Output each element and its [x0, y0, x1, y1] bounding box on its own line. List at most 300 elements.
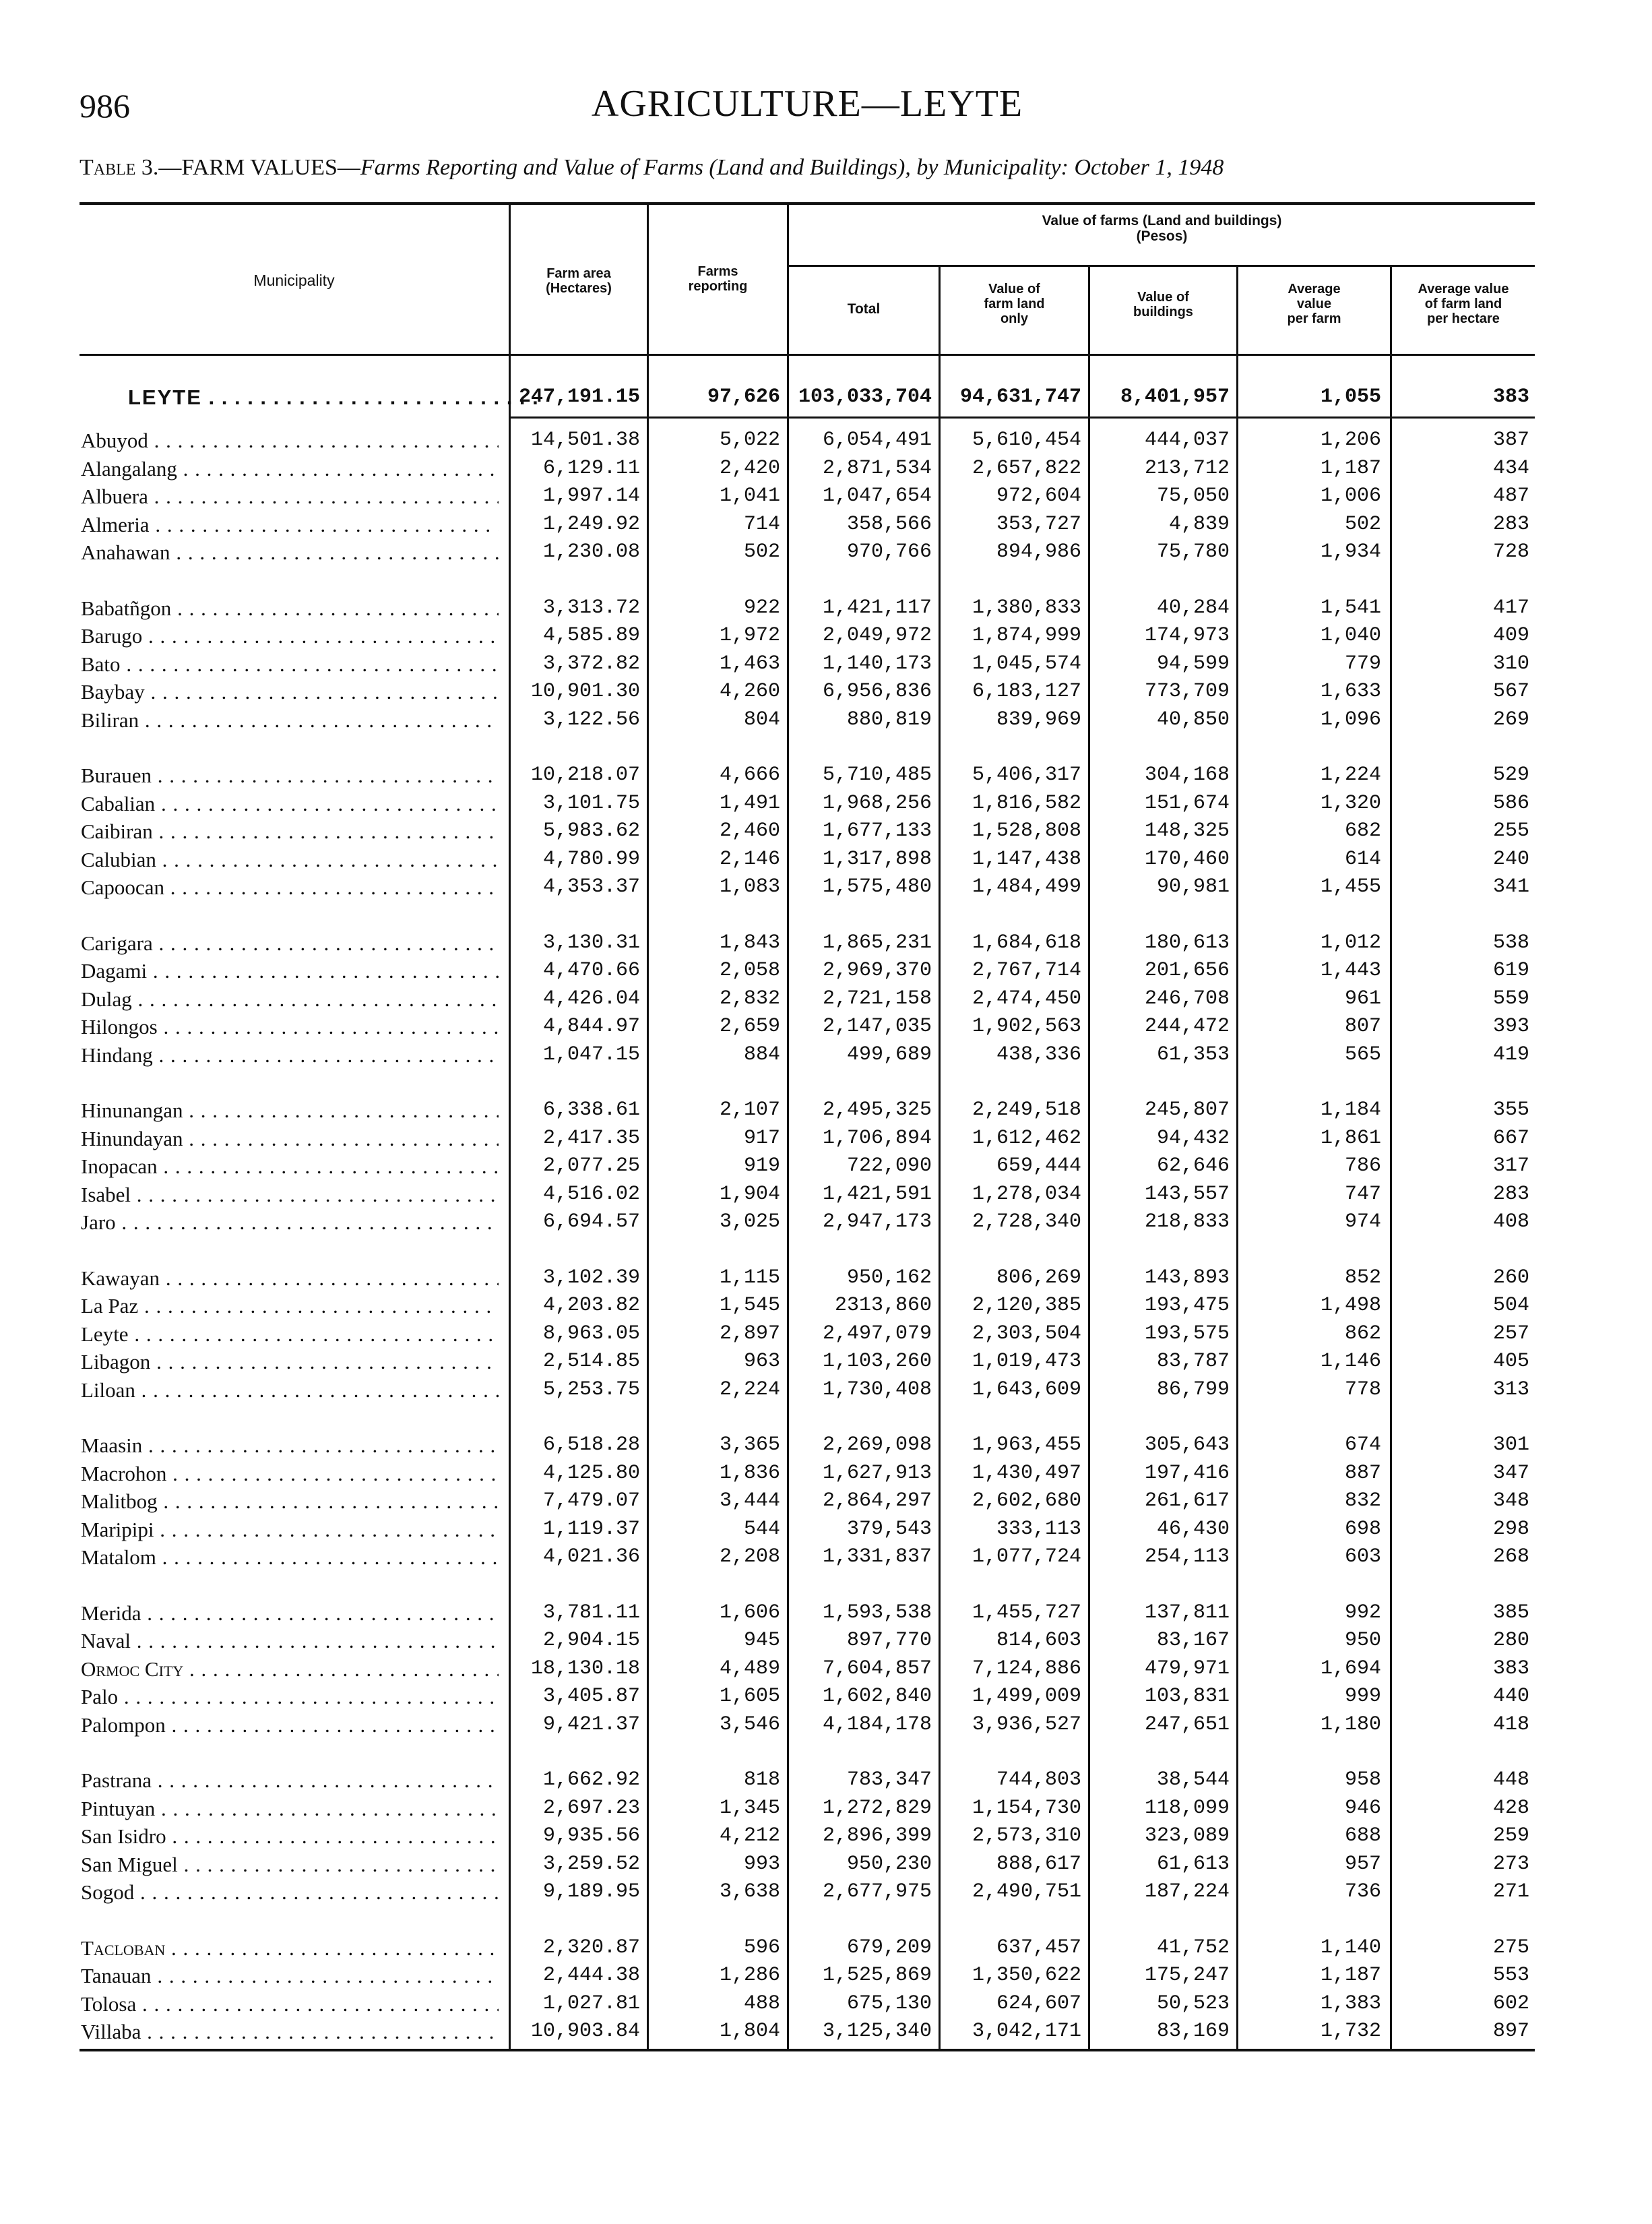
cell-avg-ha: 586 — [1492, 792, 1529, 815]
cell-land: 2,657,822 — [972, 457, 1081, 480]
cell-area: 3,102.39 — [542, 1266, 640, 1289]
municipality-name: Ormoc City . . . — [81, 1657, 499, 1681]
cell-buildings: 83,167 — [1156, 1629, 1230, 1652]
cell-buildings: 773,709 — [1144, 680, 1230, 703]
cell-land: 1,154,730 — [972, 1797, 1081, 1820]
cell-buildings: 193,575 — [1144, 1322, 1230, 1345]
cell-land: 1,816,582 — [972, 792, 1081, 815]
cell-land: 1,430,497 — [972, 1462, 1081, 1485]
cell-area: 1,119.37 — [542, 1518, 640, 1541]
cell-avg-farm: 747 — [1344, 1183, 1381, 1206]
cell-avg-ha: 301 — [1492, 1433, 1529, 1456]
cell-area: 2,904.15 — [542, 1629, 640, 1652]
table-row — [0, 1099, 1652, 1125]
table-top-rule — [80, 202, 1535, 205]
cell-total: 4,184,178 — [822, 1713, 932, 1736]
table-row — [0, 624, 1652, 651]
cell-avg-ha: 487 — [1492, 485, 1529, 507]
cell-area: 6,694.57 — [542, 1210, 640, 1233]
cell-avg-farm: 887 — [1344, 1462, 1381, 1485]
municipality-name: Biliran . . . — [81, 708, 499, 733]
cell-farms: 1,972 — [719, 624, 780, 647]
cell-land: 2,767,714 — [972, 959, 1081, 982]
cell-area: 4,585.89 — [542, 624, 640, 647]
cell-avg-farm: 779 — [1344, 652, 1381, 675]
cell-avg-farm: 786 — [1344, 1154, 1381, 1177]
municipality-name: Liloan . . . — [81, 1378, 499, 1402]
municipality-name: Tacloban . . . — [81, 1936, 499, 1960]
cell-total: 1,140,173 — [822, 652, 932, 675]
cell-farms: 1,345 — [719, 1797, 780, 1820]
cell-buildings: 94,599 — [1156, 652, 1230, 675]
cell-buildings: 75,050 — [1156, 485, 1230, 507]
table-row — [0, 1713, 1652, 1740]
cell-avg-farm: 736 — [1344, 1880, 1381, 1903]
table-row — [0, 764, 1652, 791]
cell-land: 2,249,518 — [972, 1099, 1081, 1121]
cell-total: 2,497,079 — [822, 1322, 932, 1345]
cell-total: 783,347 — [846, 1768, 932, 1791]
cell-buildings: 197,416 — [1144, 1462, 1230, 1485]
cell-total: 379,543 — [846, 1518, 932, 1541]
cell-buildings: 40,850 — [1156, 708, 1230, 731]
cell-avg-ha: 418 — [1492, 1713, 1529, 1736]
total-row — [0, 385, 1652, 412]
cell-land: 2,573,310 — [972, 1824, 1081, 1847]
cell-buildings: 479,971 — [1144, 1657, 1230, 1680]
cell-avg-ha: 387 — [1492, 429, 1529, 452]
cell-avg-ha: 408 — [1492, 1210, 1529, 1233]
table-row — [0, 708, 1652, 735]
cell-avg-ha: 271 — [1492, 1880, 1529, 1903]
cell-land: 1,612,462 — [972, 1127, 1081, 1150]
cell-land: 6,183,127 — [972, 680, 1081, 703]
cell-buildings: 75,780 — [1156, 540, 1230, 563]
cell-farms: 804 — [743, 708, 780, 731]
cell-land: 1,147,438 — [972, 848, 1081, 871]
cell-land: 1,019,473 — [972, 1350, 1081, 1373]
cell-avg-ha: 268 — [1492, 1545, 1529, 1568]
cell-area: 10,901.30 — [530, 680, 640, 703]
table-row — [0, 792, 1652, 819]
cell-buildings: 187,224 — [1144, 1880, 1230, 1903]
cell-avg-farm: 1,934 — [1320, 540, 1381, 563]
cell-area: 6,518.28 — [542, 1433, 640, 1456]
cell-land: 94,631,747 — [959, 385, 1081, 408]
cell-total: 2,269,098 — [822, 1433, 932, 1456]
municipality-name: Baybay . . . — [81, 680, 499, 704]
municipality-name: Palo . . . — [81, 1685, 499, 1709]
cell-farms: 2,897 — [719, 1322, 780, 1345]
municipality-name: Maripipi . . . — [81, 1518, 499, 1542]
cell-avg-ha: 667 — [1492, 1127, 1529, 1150]
cell-farms: 1,115 — [719, 1266, 780, 1289]
cell-farms: 1,491 — [719, 792, 780, 815]
cell-area: 1,662.92 — [542, 1768, 640, 1791]
cell-total: 1,103,260 — [822, 1350, 932, 1373]
municipality-name: Kawayan . . . — [81, 1266, 499, 1291]
cell-total: 2,495,325 — [822, 1099, 932, 1121]
cell-land: 353,727 — [996, 513, 1081, 536]
cell-avg-farm: 1,140 — [1320, 1936, 1381, 1959]
municipality-name: La Paz . . . — [81, 1294, 499, 1318]
cell-avg-ha: 385 — [1492, 1601, 1529, 1624]
municipality-name: Barugo . . . — [81, 624, 499, 648]
municipality-name: Libagon . . . — [81, 1350, 499, 1374]
cell-total: 3,125,340 — [822, 2020, 932, 2043]
cell-area: 4,353.37 — [542, 875, 640, 898]
cell-buildings: 4,839 — [1168, 513, 1230, 536]
cell-buildings: 8,401,957 — [1120, 385, 1230, 408]
cell-avg-ha: 280 — [1492, 1629, 1529, 1652]
cell-avg-farm: 950 — [1344, 1629, 1381, 1652]
cell-avg-farm: 682 — [1344, 820, 1381, 842]
cell-avg-farm: 1,187 — [1320, 1964, 1381, 1987]
cell-area: 1,047.15 — [542, 1043, 640, 1066]
cell-total: 7,604,857 — [822, 1657, 932, 1680]
table-row — [0, 1350, 1652, 1377]
cell-avg-ha: 273 — [1492, 1853, 1529, 1876]
cell-buildings: 86,799 — [1156, 1378, 1230, 1401]
cell-farms: 3,546 — [719, 1713, 780, 1736]
table-row — [0, 1266, 1652, 1293]
cell-buildings: 148,325 — [1144, 820, 1230, 842]
cell-farms: 3,444 — [719, 1489, 780, 1512]
cell-avg-farm: 1,224 — [1320, 764, 1381, 786]
cell-avg-farm: 698 — [1344, 1518, 1381, 1541]
cell-avg-ha: 317 — [1492, 1154, 1529, 1177]
cell-land: 972,604 — [996, 485, 1081, 507]
cell-farms: 4,489 — [719, 1657, 780, 1680]
cell-buildings: 151,674 — [1144, 792, 1230, 815]
cell-farms: 2,420 — [719, 457, 780, 480]
table-row — [0, 1183, 1652, 1210]
header-avg-per-farm: Average value per farm — [1287, 282, 1341, 326]
cell-farms: 818 — [743, 1768, 780, 1791]
cell-avg-ha: 440 — [1492, 1685, 1529, 1708]
cell-land: 888,617 — [996, 1853, 1081, 1876]
cell-avg-farm: 1,732 — [1320, 2020, 1381, 2043]
cell-farms: 2,208 — [719, 1545, 780, 1568]
municipality-name: Caibiran . . . — [81, 820, 499, 844]
table-row — [0, 1797, 1652, 1824]
cell-land: 1,350,622 — [972, 1964, 1081, 1987]
cell-area: 9,189.95 — [542, 1880, 640, 1903]
cell-avg-ha: 269 — [1492, 708, 1529, 731]
table-row — [0, 1768, 1652, 1795]
cell-land: 744,803 — [996, 1768, 1081, 1791]
table-row — [0, 1880, 1652, 1907]
cell-farms: 97,626 — [707, 385, 780, 408]
cell-buildings: 62,646 — [1156, 1154, 1230, 1177]
table-row — [0, 1294, 1652, 1321]
cell-total: 2313,860 — [834, 1294, 932, 1317]
cell-farms: 1,804 — [719, 2020, 780, 2043]
table-row — [0, 1462, 1652, 1489]
cell-avg-farm: 1,383 — [1320, 1992, 1381, 2015]
cell-avg-farm: 614 — [1344, 848, 1381, 871]
header-bottom-rule — [80, 354, 1535, 356]
cell-farms: 884 — [743, 1043, 780, 1066]
cell-area: 2,417.35 — [542, 1127, 640, 1150]
table-row — [0, 652, 1652, 679]
cell-avg-farm: 1,861 — [1320, 1127, 1381, 1150]
cell-buildings: 180,613 — [1144, 931, 1230, 954]
cell-total: 499,689 — [846, 1043, 932, 1066]
cell-avg-ha: 240 — [1492, 848, 1529, 871]
table-row — [0, 680, 1652, 707]
cell-farms: 1,843 — [719, 931, 780, 954]
cell-avg-ha: 538 — [1492, 931, 1529, 954]
municipality-name: Tanauan . . . — [81, 1964, 499, 1988]
municipality-name: Jaro . . . — [81, 1210, 499, 1235]
cell-farms: 3,638 — [719, 1880, 780, 1903]
cell-avg-ha: 428 — [1492, 1797, 1529, 1820]
cell-avg-ha: 283 — [1492, 1183, 1529, 1206]
cell-avg-ha: 434 — [1492, 457, 1529, 480]
cell-area: 2,320.87 — [542, 1936, 640, 1959]
cell-area: 2,077.25 — [542, 1154, 640, 1177]
table-row — [0, 1853, 1652, 1880]
table-row — [0, 457, 1652, 484]
cell-buildings: 40,284 — [1156, 596, 1230, 619]
cell-buildings: 118,099 — [1144, 1797, 1230, 1820]
municipality-name: Carigara . . . — [81, 931, 499, 956]
cell-avg-farm: 1,187 — [1320, 457, 1381, 480]
table-row — [0, 959, 1652, 986]
municipality-name: Matalom . . . — [81, 1545, 499, 1570]
cell-area: 3,313.72 — [542, 596, 640, 619]
table-row — [0, 1629, 1652, 1656]
cell-land: 2,602,680 — [972, 1489, 1081, 1512]
municipality-name: Dagami . . . — [81, 959, 499, 983]
cell-avg-farm: 992 — [1344, 1601, 1381, 1624]
cell-total: 1,865,231 — [822, 931, 932, 954]
cell-avg-ha: 347 — [1492, 1462, 1529, 1485]
table-row — [0, 820, 1652, 846]
cell-avg-farm: 1,146 — [1320, 1350, 1381, 1373]
cell-buildings: 213,712 — [1144, 457, 1230, 480]
cell-buildings: 137,811 — [1144, 1601, 1230, 1624]
table-bottom-rule — [80, 2049, 1535, 2051]
table-row — [0, 1127, 1652, 1154]
table-row — [0, 596, 1652, 623]
cell-total: 1,677,133 — [822, 820, 932, 842]
cell-total: 880,819 — [846, 708, 932, 731]
cell-avg-farm: 862 — [1344, 1322, 1381, 1345]
header-avg-per-hectare: Average value of farm land per hectare — [1418, 282, 1509, 326]
municipality-name: Maasin . . . — [81, 1433, 499, 1458]
cell-total: 1,575,480 — [822, 875, 932, 898]
cell-buildings: 90,981 — [1156, 875, 1230, 898]
municipality-name: Albuera . . . — [81, 485, 499, 509]
cell-avg-farm: 565 — [1344, 1043, 1381, 1066]
cell-land: 1,380,833 — [972, 596, 1081, 619]
cell-avg-ha: 567 — [1492, 680, 1529, 703]
cell-total: 1,317,898 — [822, 848, 932, 871]
cell-land: 1,045,574 — [972, 652, 1081, 675]
cell-area: 2,697.23 — [542, 1797, 640, 1820]
municipality-name: Leyte . . . — [81, 1322, 499, 1347]
cell-area: 9,421.37 — [542, 1713, 640, 1736]
cell-total: 675,130 — [846, 1992, 932, 2015]
cell-area: 1,997.14 — [542, 485, 640, 507]
cell-farms: 2,659 — [719, 1015, 780, 1038]
cell-avg-ha: 448 — [1492, 1768, 1529, 1791]
cell-total: 5,710,485 — [822, 764, 932, 786]
cell-farms: 4,260 — [719, 680, 780, 703]
cell-total: 950,230 — [846, 1853, 932, 1876]
cell-land: 1,643,609 — [972, 1378, 1081, 1401]
cell-avg-ha: 602 — [1492, 1992, 1529, 2015]
cell-avg-farm: 1,694 — [1320, 1657, 1381, 1680]
cell-land: 3,936,527 — [972, 1713, 1081, 1736]
cell-buildings: 304,168 — [1144, 764, 1230, 786]
cell-avg-farm: 1,180 — [1320, 1713, 1381, 1736]
cell-land: 5,406,317 — [972, 764, 1081, 786]
cell-avg-ha: 897 — [1492, 2020, 1529, 2043]
table-row — [0, 1015, 1652, 1042]
cell-total: 1,627,913 — [822, 1462, 932, 1485]
cell-area: 3,405.87 — [542, 1685, 640, 1708]
cell-area: 9,935.56 — [542, 1824, 640, 1847]
header-farms-reporting: Farms reporting — [688, 264, 748, 294]
cell-land: 438,336 — [996, 1043, 1081, 1066]
municipality-name: Pintuyan . . . — [81, 1797, 499, 1821]
cell-buildings: 244,472 — [1144, 1015, 1230, 1038]
municipality-name: Pastrana . . . — [81, 1768, 499, 1793]
cell-farms: 2,460 — [719, 820, 780, 842]
cell-buildings: 246,708 — [1144, 987, 1230, 1010]
cell-farms: 1,545 — [719, 1294, 780, 1317]
cell-avg-farm: 1,633 — [1320, 680, 1381, 703]
cell-farms: 3,365 — [719, 1433, 780, 1456]
cell-area: 2,444.38 — [542, 1964, 640, 1987]
cell-avg-farm: 1,012 — [1320, 931, 1381, 954]
cell-total: 1,968,256 — [822, 792, 932, 815]
cell-total: 103,033,704 — [798, 385, 932, 408]
cell-buildings: 247,651 — [1144, 1713, 1230, 1736]
cell-avg-farm: 1,055 — [1320, 385, 1381, 408]
cell-avg-ha: 383 — [1492, 385, 1529, 408]
cell-land: 2,728,340 — [972, 1210, 1081, 1233]
header-farm-area: Farm area (Hectares) — [546, 266, 612, 296]
municipality-name: Palompon . . . — [81, 1713, 499, 1737]
header-municipality: Municipality — [253, 272, 335, 289]
cell-avg-farm: 999 — [1344, 1685, 1381, 1708]
cell-land: 1,874,999 — [972, 624, 1081, 647]
cell-farms: 1,463 — [719, 652, 780, 675]
table-caption-lead: Table 3.—FARM VALUES— — [80, 155, 360, 180]
cell-land: 1,499,009 — [972, 1685, 1081, 1708]
cell-farms: 2,832 — [719, 987, 780, 1010]
cell-total: 897,770 — [846, 1629, 932, 1652]
cell-area: 4,203.82 — [542, 1294, 640, 1317]
cell-farms: 4,212 — [719, 1824, 780, 1847]
cell-total: 1,525,869 — [822, 1964, 932, 1987]
cell-area: 2,514.85 — [542, 1350, 640, 1373]
cell-farms: 919 — [743, 1154, 780, 1177]
cell-buildings: 254,113 — [1144, 1545, 1230, 1568]
cell-total: 2,147,035 — [822, 1015, 932, 1038]
table-row — [0, 1685, 1652, 1712]
table-row — [0, 540, 1652, 567]
cell-total: 1,047,654 — [822, 485, 932, 507]
cell-buildings: 61,613 — [1156, 1853, 1230, 1876]
table-row — [0, 1545, 1652, 1572]
cell-total: 6,054,491 — [822, 429, 932, 452]
cell-buildings: 143,893 — [1144, 1266, 1230, 1289]
cell-area: 4,125.80 — [542, 1462, 640, 1485]
cell-land: 1,077,724 — [972, 1545, 1081, 1568]
table-row — [0, 1992, 1652, 2019]
cell-avg-ha: 529 — [1492, 764, 1529, 786]
cell-avg-ha: 383 — [1492, 1657, 1529, 1680]
cell-avg-ha: 619 — [1492, 959, 1529, 982]
municipality-name: Villaba . . . — [81, 2020, 499, 2044]
cell-total: 2,947,173 — [822, 1210, 932, 1233]
municipality-name: Babatñgon . . . — [81, 596, 499, 621]
cell-buildings: 323,089 — [1144, 1824, 1230, 1847]
cell-farms: 2,224 — [719, 1378, 780, 1401]
table-row — [0, 875, 1652, 902]
cell-farms: 945 — [743, 1629, 780, 1652]
cell-farms: 1,904 — [719, 1183, 780, 1206]
municipality-name: Naval . . . — [81, 1629, 499, 1653]
table-row — [0, 1154, 1652, 1181]
cell-avg-farm: 1,541 — [1320, 596, 1381, 619]
table-row — [0, 1657, 1652, 1684]
cell-avg-ha: 255 — [1492, 820, 1529, 842]
cell-avg-ha: 257 — [1492, 1322, 1529, 1345]
cell-land: 2,490,751 — [972, 1880, 1081, 1903]
cell-total: 1,593,538 — [822, 1601, 932, 1624]
municipality-name: Malitbog . . . — [81, 1489, 499, 1514]
table-row — [0, 2020, 1652, 2047]
municipality-name: Hinunangan . . . — [81, 1099, 499, 1123]
cell-farms: 1,083 — [719, 875, 780, 898]
cell-avg-ha: 405 — [1492, 1350, 1529, 1373]
cell-area: 3,781.11 — [542, 1601, 640, 1624]
cell-area: 4,426.04 — [542, 987, 640, 1010]
cell-total: 679,209 — [846, 1936, 932, 1959]
cell-total: 2,871,534 — [822, 457, 932, 480]
municipality-name: Capoocan . . . — [81, 875, 499, 900]
cell-land: 814,603 — [996, 1629, 1081, 1652]
municipality-name: Anahawan . . . — [81, 540, 499, 565]
cell-land: 3,042,171 — [972, 2020, 1081, 2043]
cell-area: 3,101.75 — [542, 792, 640, 815]
cell-land: 5,610,454 — [972, 429, 1081, 452]
header-total: Total — [847, 301, 881, 317]
cell-avg-farm: 1,006 — [1320, 485, 1381, 507]
table-row — [0, 1322, 1652, 1349]
table-row — [0, 1824, 1652, 1851]
cell-avg-ha: 417 — [1492, 596, 1529, 619]
cell-farms: 5,022 — [719, 429, 780, 452]
cell-area: 3,130.31 — [542, 931, 640, 954]
page-number: 986 — [80, 87, 130, 125]
table-row — [0, 1378, 1652, 1405]
cell-buildings: 245,807 — [1144, 1099, 1230, 1121]
cell-total: 2,969,370 — [822, 959, 932, 982]
cell-area: 1,027.81 — [542, 1992, 640, 2015]
cell-land: 894,986 — [996, 540, 1081, 563]
municipality-name: Sogod . . . — [81, 1880, 499, 1905]
cell-farms: 1,286 — [719, 1964, 780, 1987]
cell-buildings: 41,752 — [1156, 1936, 1230, 1959]
cell-area: 18,130.18 — [530, 1657, 640, 1680]
